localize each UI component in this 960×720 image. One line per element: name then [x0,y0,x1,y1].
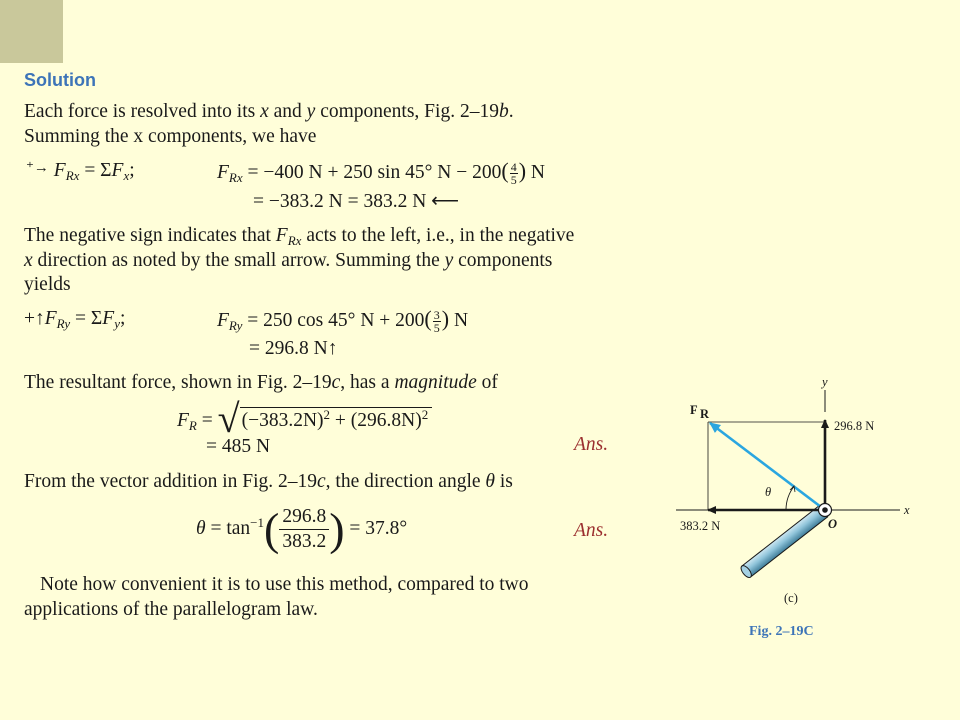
eq-x-rhs-2: = −383.2 N = 383.2 N ⟵ [253,191,460,212]
neg-text-line-3: yields [24,274,71,295]
eq-mag-line-2: = 485 N [206,436,271,457]
eq-y-rhs-2: = 296.8 N↑ [249,338,338,359]
direction-text: From the vector addition in Fig. 2–19c, the direction angle θ is [24,471,513,492]
eq-y-rhs-1: $F_{Ry} = 250$ cos 45° N + 200( $\frac{3}{5}$ ) N [217,306,469,335]
figure-subcaption: (c) [784,591,798,605]
solution-heading: Solution [24,70,96,90]
label-horizontal-force: 383.2 N [680,519,721,533]
answer-label-angle: Ans. [574,520,609,541]
intro-line-2: Summing the x components, we have [24,126,317,147]
eq-x-rhs-1: $F_{Rx} = -400$ N + 250 sin 45° N − 200( $\frac{4}{5}$ ) N [217,158,545,187]
label-y: y [822,375,828,389]
eq-y-lhs: $+↑F_{Ry} = \Sigma F_y$; [24,308,126,331]
force-diagram [668,370,928,610]
resultant-text: The resultant force, shown in Fig. 2–19c, has a magnitude of [24,372,498,393]
note-line-1: Note how convenient it is to use this method, compared to two [40,574,529,595]
label-fr: F [690,403,698,417]
origin-pin-center [822,507,828,513]
label-fr-sub: R [700,407,710,421]
label-origin: O [828,517,838,531]
answer-label-magnitude: Ans. [574,434,609,455]
neg-text-line-2: x direction as noted by the small arrow. Summing the y components [24,250,553,271]
label-vertical-force: 296.8 N [834,419,875,433]
eq-theta: $\theta = \tan^{-1}$( $\frac{296.8}{383.2}$ ) = 37.8° [196,503,408,555]
pipe-support [739,506,828,580]
label-theta: θ [765,485,772,499]
label-x: x [904,503,910,517]
eq-x-lhs: ⁺→ $F_{Rx} = \Sigma F_x$; [26,160,135,183]
note-line-2: applications of the parallelogram law. [24,599,318,620]
corner-block [0,0,63,63]
eq-mag-line-1: $F_R$ = √ $(-383.2N)^2 + (296.8N)^2$ [177,404,432,434]
figure-caption: Fig. 2–19C [749,624,814,639]
intro-line-1: Each force is resolved into its x and y components, Fig. 2–19b. [24,101,514,122]
angle-arc [786,487,794,511]
neg-text-line-1: The negative sign indicates that $F_{Rx}$ acts to the left, i.e., in the negative [24,225,575,248]
